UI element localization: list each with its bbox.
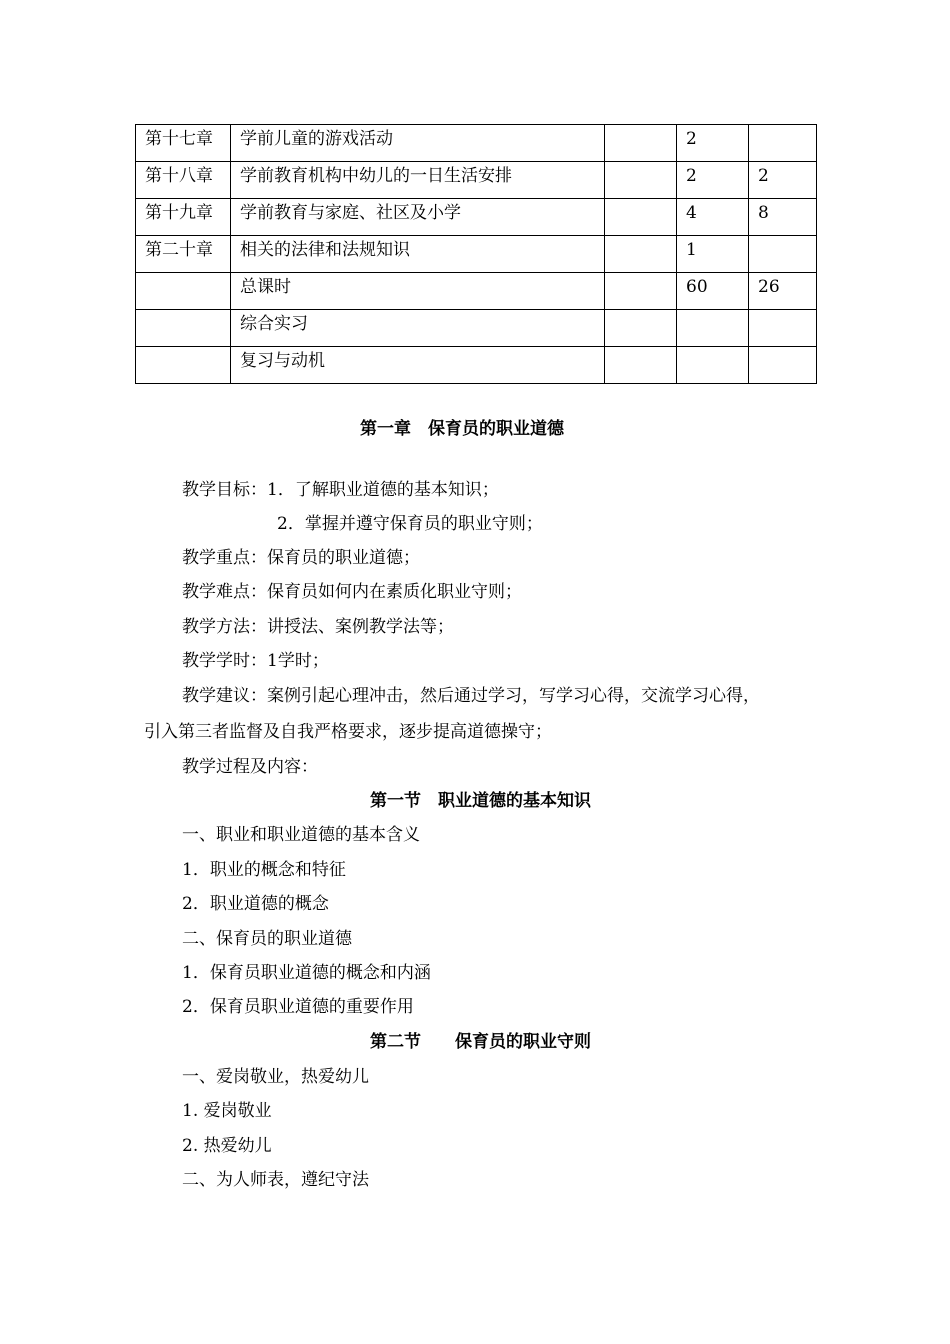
- practice-hours-cell: 26: [749, 273, 817, 310]
- chapter-cell: [136, 310, 231, 347]
- course-hours-table: [135, 124, 817, 384]
- chapter-cell: [136, 273, 231, 310]
- teaching-goal-1: 教学目标：1．了解职业道德的基本知识；: [182, 480, 499, 500]
- chapter-cell: 第十七章: [136, 125, 231, 162]
- practice-hours-cell: [749, 236, 817, 273]
- section-1-heading: 第一节 职业道德的基本知识: [370, 791, 591, 811]
- teaching-advice-line-1: 教学建议：案例引起心理冲击，然后通过学习，写学习心得，交流学习心得，: [182, 686, 760, 706]
- theory-hours-cell: 60: [677, 273, 749, 310]
- hours-cell: [605, 162, 677, 199]
- teaching-difficulty: 教学难点：保育员如何内在素质化职业守则；: [182, 582, 522, 602]
- section-2-heading: 第二节 保育员的职业守则: [370, 1032, 591, 1052]
- list-item: 1. 爱岗敬业: [182, 1101, 272, 1121]
- theory-hours-cell: [677, 310, 749, 347]
- table-row: [136, 199, 817, 236]
- title-cell: 相关的法律和法规知识: [231, 236, 605, 273]
- table-row: [136, 310, 817, 347]
- title-cell: 学前教育机构中幼儿的一日生活安排: [231, 162, 605, 199]
- list-item: 2．保育员职业道德的重要作用: [182, 997, 414, 1017]
- teaching-advice-line-2: 引入第三者监督及自我严格要求，逐步提高道德操守；: [144, 722, 552, 742]
- list-item: 一、职业和职业道德的基本含义: [182, 825, 420, 845]
- practice-hours-cell: [749, 310, 817, 347]
- hours-cell: [605, 199, 677, 236]
- hours-cell: [605, 310, 677, 347]
- table-row: [136, 162, 817, 199]
- chapter-cell: 第二十章: [136, 236, 231, 273]
- list-item: 一、爱岗敬业，热爱幼儿: [182, 1067, 369, 1087]
- title-cell: 综合实习: [231, 310, 605, 347]
- table-row: [136, 273, 817, 310]
- list-item: 2. 热爱幼儿: [182, 1136, 272, 1156]
- list-item: 1．职业的概念和特征: [182, 860, 346, 880]
- list-item: 二、为人师表，遵纪守法: [182, 1170, 369, 1190]
- teaching-goal-2: 2．掌握并遵守保育员的职业守则；: [277, 514, 543, 534]
- list-item: 2．职业道德的概念: [182, 894, 329, 914]
- theory-hours-cell: 4: [677, 199, 749, 236]
- chapter-cell: [136, 347, 231, 384]
- title-cell: 复习与动机: [231, 347, 605, 384]
- hours-cell: [605, 347, 677, 384]
- theory-hours-cell: 1: [677, 236, 749, 273]
- table-row: [136, 347, 817, 384]
- table-row: [136, 236, 817, 273]
- theory-hours-cell: 2: [677, 125, 749, 162]
- title-cell: 总课时: [231, 273, 605, 310]
- title-cell: 学前儿童的游戏活动: [231, 125, 605, 162]
- hours-cell: [605, 273, 677, 310]
- title-cell: 学前教育与家庭、社区及小学: [231, 199, 605, 236]
- chapter-cell: 第十九章: [136, 199, 231, 236]
- table-row: [136, 125, 817, 162]
- theory-hours-cell: 2: [677, 162, 749, 199]
- practice-hours-cell: [749, 347, 817, 384]
- hours-cell: [605, 125, 677, 162]
- chapter-heading: 第一章 保育员的职业道德: [360, 419, 564, 439]
- list-item: 二、保育员的职业道德: [182, 929, 352, 949]
- practice-hours-cell: 2: [749, 162, 817, 199]
- practice-hours-cell: 8: [749, 199, 817, 236]
- teaching-hours: 教学学时：1学时；: [182, 651, 329, 671]
- practice-hours-cell: [749, 125, 817, 162]
- teaching-process-label: 教学过程及内容：: [182, 757, 318, 777]
- chapter-cell: 第十八章: [136, 162, 231, 199]
- teaching-key-point: 教学重点：保育员的职业道德；: [182, 548, 420, 568]
- list-item: 1．保育员职业道德的概念和内涵: [182, 963, 431, 983]
- hours-cell: [605, 236, 677, 273]
- teaching-method: 教学方法：讲授法、案例教学法等；: [182, 617, 454, 637]
- theory-hours-cell: [677, 347, 749, 384]
